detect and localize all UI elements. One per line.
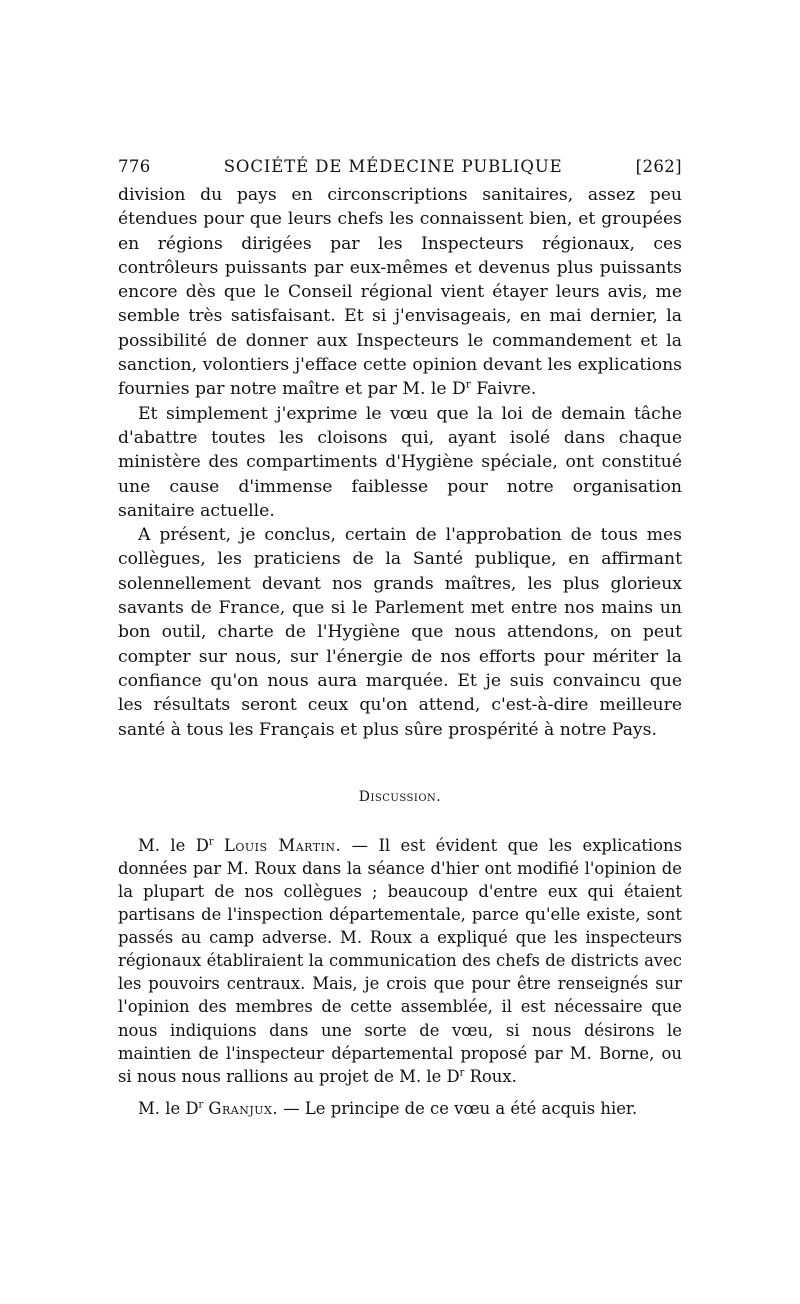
- running-title: SOCIÉTÉ DE MÉDECINE PUBLIQUE: [223, 157, 563, 176]
- speaker-name: Louis Martin.: [223, 835, 342, 855]
- paragraph-3: A présent, je conclus, certain de l'approbation de tous mes collègues, les praticiens de la Santé publique, en affirmant solennellement devant nos grands maîtres, les plus glorieux savants de France, que si le Parlement met entre nos mains un bon outil, charte de l'Hygiène que nous attendons, on peut compter sur nous, sur l'énergie de nos efforts pour mériter la confiance qu'on nous aura marquée. Et je suis convaincu que les résultats seront ceux qu'on attend, c'est-à-dire meilleure santé à tous les Français et plus sûre prospérité à notre Pays.: [118, 525, 682, 740]
- speaker-name: Granjux.: [208, 1098, 279, 1118]
- body-text: [118, 183, 682, 742]
- page-number: 776: [118, 157, 151, 176]
- book-page: [118, 150, 682, 1129]
- paragraph-2: Et simplement j'exprime le vœu que la loi de demain tâche d'abattre toutes les cloisons qui, ayant isolé dans chaque ministère des compartiments d'Hygiène spéciale, ont constitué une cause d'immense faiblesse pour notre organisation sanitaire actuelle.: [118, 403, 682, 521]
- discussion-heading: Discussion.: [358, 788, 442, 805]
- speaker-1-paragraph: M. le $D^r$ Louis Martin. — Il est évident que les explications données par M. Roux dans la séance d'hier ont modifié l'opinion de la plupart de nos collègues ; beaucoup d'entre eux qui étaient partisans de l'inspection départementale, parce qu'elle existe, sont passés au camp adverse. M. Roux a expliqué que les inspecteurs régionaux établiraient la communication des chefs de districts avec les pouvoirs centraux. Mais, je crois que pour être renseignés sur l'opinion des membres de cette assemblée, il est nécessaire que nous indiquions dans une sorte de vœu, si nous désirons le maintien de l'inspecteur départemental proposé par M. Borne, ou si nous nous rallions au projet de M. le $D^r$ Roux.: [118, 835, 682, 1086]
- running-head: [118, 157, 682, 183]
- speaker-2-paragraph: M. le $D^r$ Granjux. — Le principe de ce vœu a été acquis hier.: [138, 1098, 638, 1118]
- paragraph-1: division du pays en circonscriptions sanitaires, assez peu étendues pour que leurs chefs les connaissent bien, et groupées en régions dirigées par les Inspecteurs régionaux, ces contrôleurs puissants par eux-mêmes et devenus plus puissants encore dès que le Conseil régional vient étayer leurs avis, me semble très satisfaisant. Et si j'envisageais, en mai dernier, la possibilité de donner aux Inspecteurs le commandement et la sanction, volontiers j'efface cette opinion devant les explications fournies par notre maître et par M. le $D^r$ Faivre.: [118, 185, 682, 400]
- page-reference: [262]: [635, 157, 682, 176]
- discussion-text: [118, 834, 682, 1120]
